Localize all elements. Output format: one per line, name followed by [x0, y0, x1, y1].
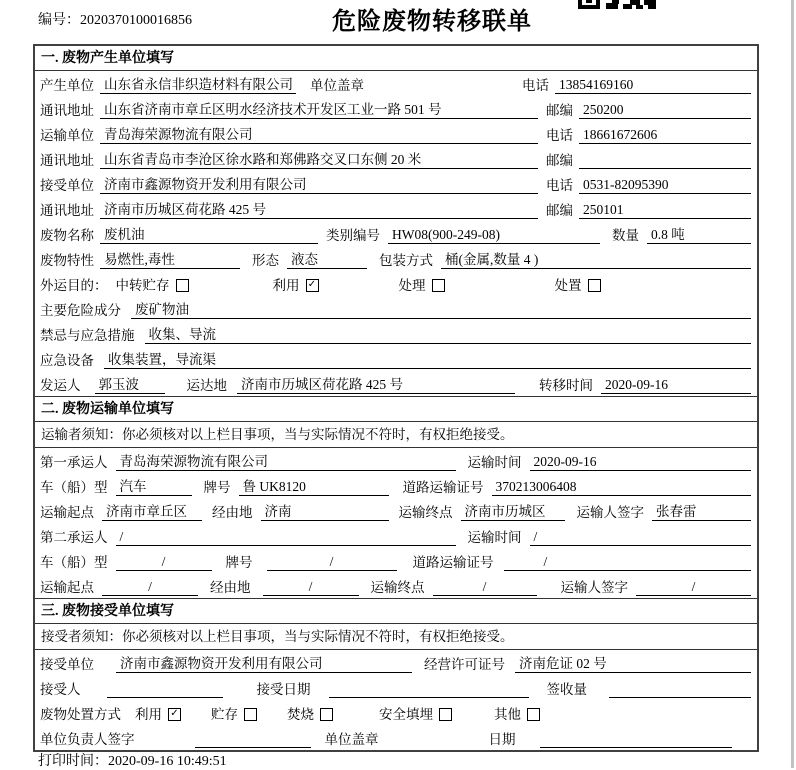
row-receiver [35, 171, 757, 196]
transporter-field: 青岛海荣源物流有限公司 [100, 126, 538, 144]
pack-label: 包装方式 [379, 253, 433, 268]
section2-header: 二. 废物运输单位填写 [35, 396, 757, 422]
license2-field: / [504, 553, 752, 571]
checkbox-transfer-storage [176, 279, 189, 292]
transporter-label: 运输单位 [40, 128, 94, 143]
row-carrier1 [35, 448, 757, 473]
hazard-field: 废矿物油 [131, 301, 751, 319]
purpose-option-utilize [273, 277, 319, 294]
via2-field: / [263, 578, 359, 596]
disposal-label: 废物处置方式 [40, 707, 121, 722]
receiver-label: 接受单位 [40, 178, 94, 193]
row-carrier2 [35, 523, 757, 548]
purpose-option-transfer-storage [116, 277, 189, 294]
plate-label: 牌号 [225, 555, 253, 570]
transfer-date-label: 转移时间 [539, 378, 593, 393]
transport-time2-field: / [530, 528, 752, 546]
accept-unit-field: 济南市鑫源物资开发利用有限公司 [116, 655, 412, 673]
checkbox-dispose [588, 279, 601, 292]
acceptor-label: 接受人 [40, 682, 81, 697]
accept-date-label: 接受日期 [256, 682, 311, 697]
transporter-zip-label: 邮编 [546, 153, 573, 168]
end-label: 运输终点 [370, 580, 425, 595]
permit-field: 济南危证 02 号 [515, 655, 751, 673]
disposal-option-other [494, 706, 540, 723]
producer-phone-label: 电话 [522, 78, 549, 93]
row-taboo [35, 321, 757, 346]
category-label: 类别编号 [326, 228, 380, 243]
date-field [540, 731, 732, 748]
disposal-option-incinerate [287, 706, 333, 723]
license-label: 道路运输证号 [402, 480, 484, 495]
form-field: 液态 [287, 251, 367, 269]
disposal-option-label: 其他 [494, 707, 521, 722]
print-time-value: 2020-09-16 10:49:51 [108, 754, 227, 769]
row-vehicle1 [35, 473, 757, 498]
dest-label: 运达地 [186, 378, 227, 393]
purpose-option-label: 中转贮存 [115, 278, 170, 293]
row-route1 [35, 498, 757, 523]
row-disposal [35, 700, 757, 725]
receiver-field: 济南市鑫源物资开发利用有限公司 [100, 176, 538, 194]
producer-addr-field: 山东省济南市章丘区明水经济技术开发区工业一路 501 号 [100, 101, 538, 119]
checkbox-disposal-utilize: ✓ [168, 708, 181, 721]
receiver-zip-label: 邮编 [546, 203, 573, 218]
form-label: 形态 [252, 253, 279, 268]
disposal-option-label: 利用 [135, 707, 162, 722]
chief-sign-label: 单位负责人签字 [40, 732, 135, 747]
end-label: 运输终点 [398, 505, 453, 520]
equipment-field: 收集装置，导流渠 [104, 351, 751, 369]
row-route2 [35, 573, 757, 598]
producer-label: 产生单位 [40, 78, 94, 93]
disposal-option-label: 焚烧 [287, 707, 314, 722]
receiver-phone-field: 0531-82095390 [579, 176, 751, 194]
purpose-option-treat [399, 277, 445, 294]
taboo-field: 收集、导流 [145, 326, 752, 344]
transporter-addr-field: 山东省青岛市李沧区徐水路和郑佛路交叉口东侧 20 米 [100, 151, 538, 169]
print-time [38, 750, 227, 770]
receiver-addr-field: 济南市历城区荷花路 425 号 [100, 201, 538, 219]
via-label: 经由地 [210, 580, 251, 595]
producer-addr-label: 通讯地址 [40, 103, 94, 118]
license1-field: 370213006408 [492, 478, 752, 496]
doc-number-value: 2020370100016856 [80, 13, 192, 28]
end2-field: / [433, 578, 537, 596]
origin2-field: / [102, 578, 198, 596]
origin-label: 运输起点 [40, 505, 94, 520]
vehicle1-field: 汽车 [116, 478, 192, 496]
transport-time-label: 运输时间 [467, 530, 522, 545]
disposal-option-label: 贮存 [211, 707, 238, 722]
dest-field: 济南市历城区荷花路 425 号 [237, 376, 515, 394]
row-accept-unit [35, 650, 757, 675]
receiver-notice: 接受者须知：你必须核对以上栏目事项，当与实际情况不符时，有权拒绝接受。 [35, 624, 757, 650]
plate-label: 牌号 [203, 480, 231, 495]
hazard-label: 主要危险成分 [40, 303, 121, 318]
sign1-field: 张春雷 [652, 503, 751, 521]
qty-field: 0.8 吨 [647, 226, 751, 244]
page-edge-divider [791, 0, 794, 768]
row-acceptor [35, 675, 757, 700]
via1-field: 济南 [261, 503, 389, 521]
producer-seal-label: 单位盖章 [310, 78, 364, 93]
vehicle-label: 车（船）型 [40, 555, 108, 570]
row-shipper [35, 371, 757, 396]
unit-seal-label: 单位盖章 [324, 732, 379, 747]
qr-code-fragment-icon [578, 0, 656, 10]
disposal-option-store [211, 706, 257, 723]
doc-number-label: 编号： [38, 13, 80, 28]
disposal-option-landfill [379, 706, 452, 723]
row-producer [35, 71, 757, 96]
sign-qty-label: 签收量 [546, 682, 587, 697]
transporter-zip-field [579, 152, 751, 169]
row-chief-sign [35, 725, 757, 750]
license-label: 道路运输证号 [412, 555, 494, 570]
vehicle-label: 车（船）型 [40, 480, 108, 495]
sign-label: 运输人签字 [576, 505, 644, 520]
purpose-option-label: 处置 [554, 278, 582, 293]
purpose-label: 外运目的： [40, 278, 108, 293]
transporter-notice: 运输者须知：你必须核对以上栏目事项，当与实际情况不符时，有权拒绝接受。 [35, 422, 757, 448]
checkbox-disposal-other [527, 708, 540, 721]
category-field: HW08(900-249-08) [388, 226, 600, 244]
transport-time-label: 运输时间 [467, 455, 522, 470]
checkbox-disposal-landfill [439, 708, 452, 721]
date-label: 日期 [488, 732, 516, 747]
waste-name-label: 废物名称 [40, 228, 94, 243]
end1-field: 济南市历城区 [461, 503, 565, 521]
origin1-field: 济南市章丘区 [102, 503, 202, 521]
page-title: 危险废物转移联单 [332, 9, 532, 35]
disposal-option-label: 安全填埋 [379, 707, 433, 722]
row-receiver-address [35, 196, 757, 221]
shipper-label: 发运人 [40, 378, 81, 393]
purpose-option-label: 利用 [272, 278, 300, 293]
row-equipment [35, 346, 757, 371]
chief-sign-field [195, 731, 311, 748]
transporter-phone-label: 电话 [546, 128, 573, 143]
plate2-field: / [267, 553, 397, 571]
vehicle2-field: / [116, 553, 212, 571]
row-purpose [35, 271, 757, 296]
trait-field: 易燃性,毒性 [100, 251, 240, 269]
row-waste-trait [35, 246, 757, 271]
carrier2-field: / [116, 528, 456, 546]
taboo-label: 禁忌与应急措施 [40, 328, 135, 343]
carrier1-field: 青岛海荣源物流有限公司 [116, 453, 456, 471]
sign-qty-field [609, 681, 751, 698]
receiver-zip-field: 250101 [579, 201, 751, 219]
row-transporter-address [35, 146, 757, 171]
accept-date-field [329, 681, 529, 698]
checkbox-disposal-store [244, 708, 257, 721]
row-waste-name [35, 221, 757, 246]
receiver-phone-label: 电话 [546, 178, 573, 193]
row-vehicle2 [35, 548, 757, 573]
carrier1-label: 第一承运人 [40, 455, 108, 470]
shipper-field: 郭玉波 [95, 376, 165, 394]
producer-zip-field: 250200 [579, 101, 751, 119]
transporter-phone-field: 18661672606 [579, 126, 751, 144]
qty-label: 数量 [612, 228, 639, 243]
receiver-addr-label: 通讯地址 [40, 203, 94, 218]
origin-label: 运输起点 [40, 580, 94, 595]
print-time-label: 打印时间： [38, 754, 108, 769]
row-transporter [35, 121, 757, 146]
doc-number [38, 9, 192, 29]
transporter-addr-label: 通讯地址 [40, 153, 94, 168]
checkbox-disposal-incinerate [320, 708, 333, 721]
checkbox-utilize: ✓ [306, 279, 319, 292]
checkbox-treat [432, 279, 445, 292]
acceptor-field [107, 681, 223, 698]
accept-unit-label: 接受单位 [40, 657, 94, 672]
sign2-field: / [636, 578, 751, 596]
producer-field: 山东省永信非织造材料有限公司 [100, 76, 296, 94]
disposal-option-utilize [135, 706, 181, 723]
producer-zip-label: 邮编 [546, 103, 573, 118]
trait-label: 废物特性 [40, 253, 94, 268]
row-producer-address [35, 96, 757, 121]
purpose-option-label: 处理 [398, 278, 426, 293]
pack-field: 桶(金属,数量 4 ) [441, 251, 751, 269]
producer-phone-field: 13854169160 [555, 76, 751, 94]
waste-name-field: 废机油 [100, 226, 318, 244]
sign-label: 运输人签字 [560, 580, 628, 595]
row-hazard [35, 296, 757, 321]
section3-header: 三. 废物接受单位填写 [35, 598, 757, 624]
carrier2-label: 第二承运人 [40, 530, 108, 545]
transport-time1-field: 2020-09-16 [530, 453, 752, 471]
equipment-label: 应急设备 [40, 353, 94, 368]
section1-header: 一. 废物产生单位填写 [35, 46, 757, 71]
purpose-option-dispose [555, 277, 601, 294]
plate1-field: 鲁 UK8120 [239, 478, 389, 496]
transfer-form-table [33, 44, 759, 752]
transfer-date-field: 2020-09-16 [601, 376, 751, 394]
permit-label: 经营许可证号 [424, 657, 505, 672]
via-label: 经由地 [212, 505, 253, 520]
